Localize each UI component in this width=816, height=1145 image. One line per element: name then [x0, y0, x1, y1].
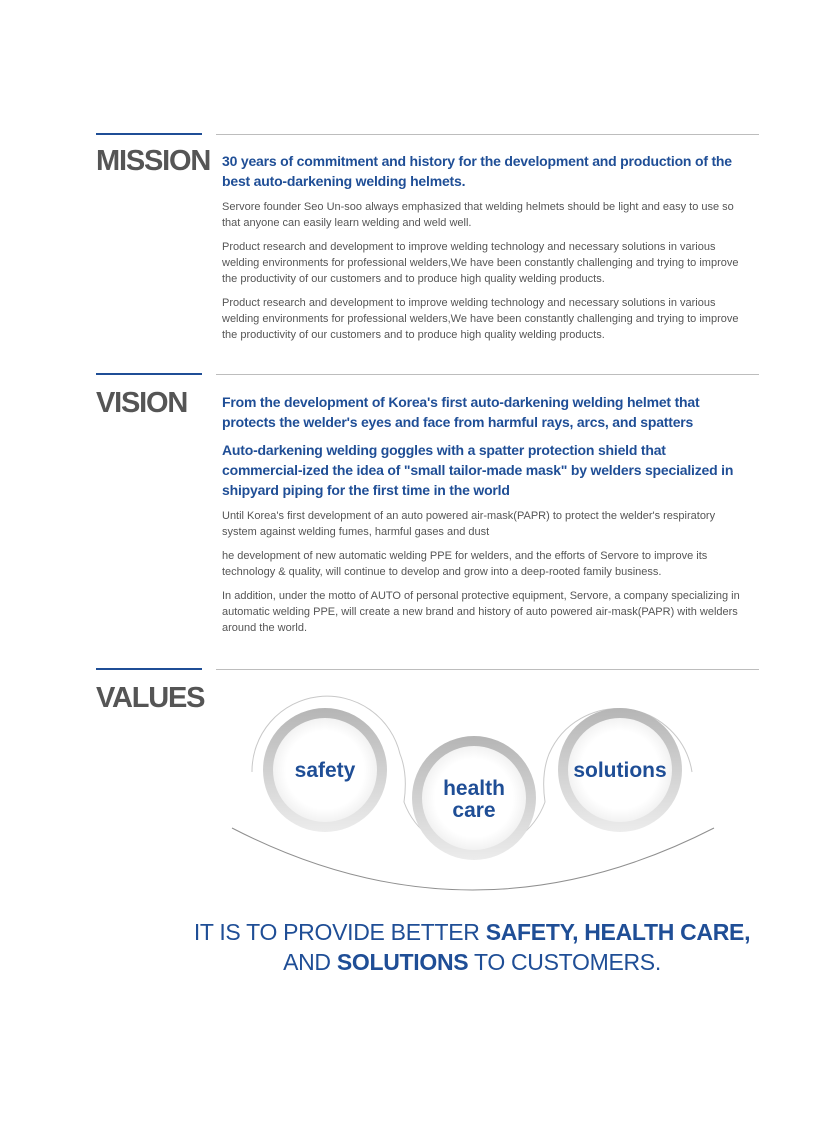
vision-headline: Auto-darkening welding goggles with a spatter protection shield that commercial-ized the idea of "small tailor-made mask" by welders specialized in shipyard piping for the first time in the world [222, 442, 734, 498]
mission-paragraph: Servore founder Seo Un-soo always emphasized that welding helmets should be light and easy to use so that anyone can easily learn welding and weld well. [222, 201, 734, 229]
mission-rule-accent [96, 133, 202, 135]
tagline-text: TO CUSTOMERS. [468, 949, 661, 975]
values-rule [216, 669, 759, 670]
mission-headline: 30 years of commitment and history for the development and production of the best auto-darkening welding helmets. [222, 153, 732, 189]
tagline-text: IT IS TO PROVIDE BETTER [193, 919, 486, 945]
tagline-text: AND [283, 949, 337, 975]
safety-label: safety [294, 759, 356, 782]
mission-content [222, 151, 742, 351]
vision-paragraph: Until Korea's first development of an auto powered air-mask(PAPR) to protect the welder's respiratory system against welding fumes, harmful gases and dust [222, 510, 716, 538]
vision-paragraph: In addition, under the motto of AUTO of personal protective equipment, Servore, a company specializing in automatic welding PPE, will create a new brand and history of auto powered air-mask(PAPR) with welders around the world. [222, 590, 740, 634]
mission-title: MISSION [96, 145, 211, 177]
values-tagline-line2 [150, 947, 794, 977]
solutions-label: solutions [573, 759, 667, 782]
mission-paragraph: Product research and development to improve welding technology and necessary solutions in various welding environments for professional welders,We have been constantly challenging and trying to improve the productivity of our customers and to produce high quality welding products. [222, 241, 739, 285]
vision-content [222, 392, 742, 644]
tagline-bold: SAFETY, HEALTH CARE, [485, 919, 751, 945]
tagline-bold: SOLUTIONS [336, 949, 469, 975]
mission-rule [216, 134, 759, 135]
vision-paragraph: he development of new automatic welding PPE for welders, and the efforts of Servore to improve its technology & quality, will continue to develop and grow into a deep-rooted family business. [222, 550, 708, 578]
vision-title: VISION [96, 387, 188, 419]
health-label-line1: health [443, 777, 505, 800]
vision-headline: From the development of Korea's first auto-darkening welding helmet that protects the welder's eyes and face from harmful rays, arcs, and spatters [222, 394, 700, 430]
vision-rule [216, 374, 759, 375]
values-title: VALUES [96, 682, 205, 714]
values-diagram [222, 690, 722, 900]
values-rule-accent [96, 668, 202, 670]
mission-paragraph: Product research and development to improve welding technology and necessary solutions in various welding environments for professional welders,We have been constantly challenging and trying to improve the productivity of our customers and to produce high quality welding products. [222, 297, 739, 341]
values-tagline-line1 [150, 917, 794, 947]
health-label-line2: care [452, 799, 496, 822]
vision-rule-accent [96, 373, 202, 375]
